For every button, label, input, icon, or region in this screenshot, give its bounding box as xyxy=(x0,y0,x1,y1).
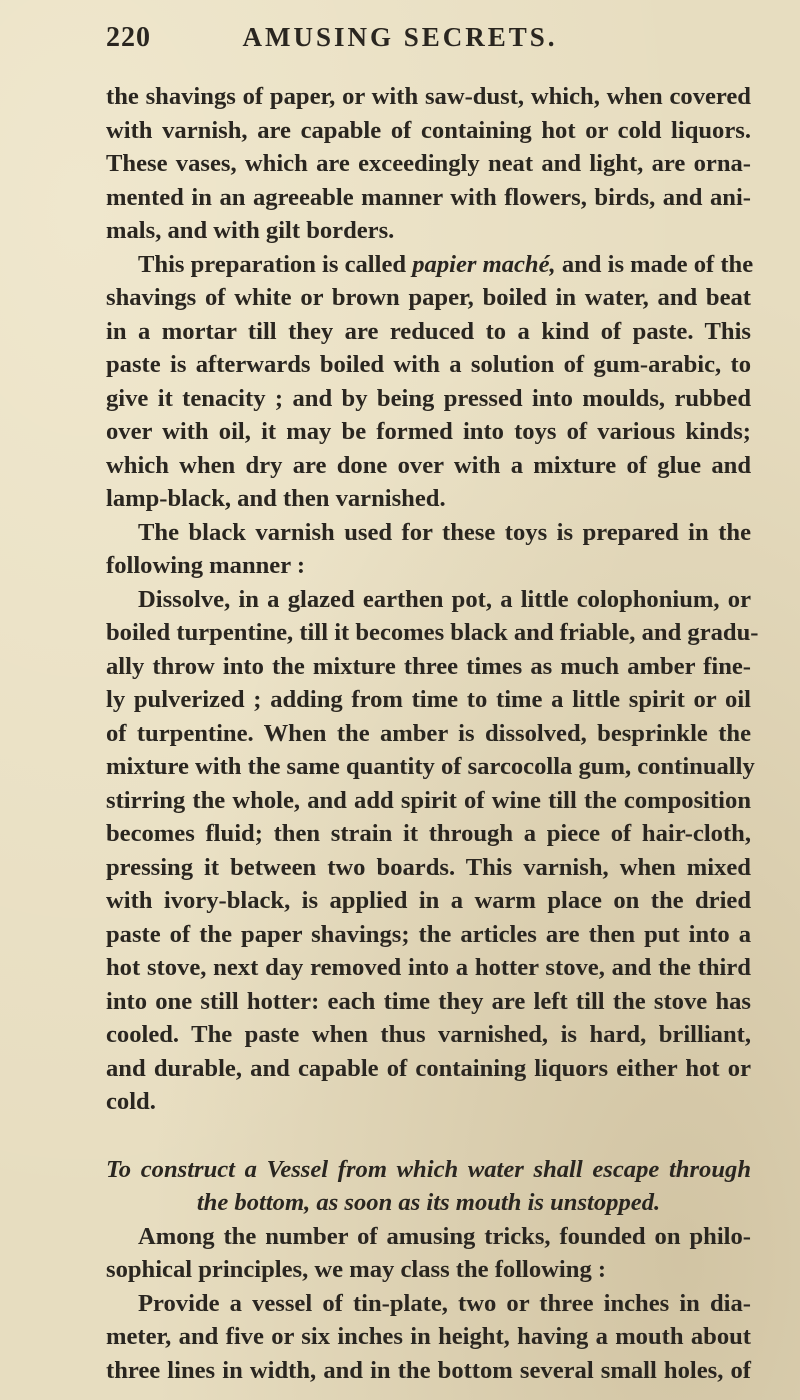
text-line: with ivory-black, is applied in a warm place on the dried xyxy=(106,887,751,914)
text-line: cooled. The paste when thus varnished, is hard, brilliant, xyxy=(106,1021,751,1048)
section-gap xyxy=(106,1119,751,1153)
page-number: 220 xyxy=(106,22,151,53)
running-head: AMUSING SECRETS. xyxy=(242,22,558,52)
text-line: The black varnish used for these toys is prepared in the xyxy=(138,518,751,546)
text-fragment: and is made of the xyxy=(561,250,754,278)
text-line: cold. xyxy=(106,1088,156,1115)
text-line: Provide a vessel of tin-plate, two or three inches in dia- xyxy=(138,1289,751,1317)
text-line: ally throw into the mixture three times as much amber fine- xyxy=(106,652,751,680)
section-heading: To construct a Vessel from which water shall escape through xyxy=(106,1155,751,1183)
text-line: with varnish, are capable of containing hot or cold liquors. xyxy=(106,116,751,144)
text-line: paste of the paper shavings; the articles are then put into a xyxy=(106,920,751,948)
text-line: stirring the whole, and add spirit of wine till the composition xyxy=(106,786,751,814)
text-line: pressing it between two boards. This varnish, when mixed xyxy=(106,853,751,881)
text-line: hot stove, next day removed into a hotter stove, and the third xyxy=(106,954,751,981)
text-line: boiled turpentine, till it becomes black and friable, and gradu- xyxy=(106,619,759,646)
text-line: over with oil, it may be formed into toys of various kinds; xyxy=(106,418,751,445)
text-line: the shavings of paper, or with saw-dust, which, when covered xyxy=(106,83,751,110)
text-line xyxy=(106,248,754,282)
text-line: shavings of white or brown paper, boiled in water, and beat xyxy=(106,284,751,311)
section-heading: the bottom, as soon as its mouth is unstopped. xyxy=(196,1189,661,1216)
text-fragment: This preparation is called xyxy=(138,250,407,278)
text-line: three lines in width, and in the bottom several small holes, of xyxy=(106,1356,751,1384)
text-line: Dissolve, in a glazed earthen pot, a little colophonium, or xyxy=(138,585,751,613)
text-line: and durable, and capable of containing liquors either hot or xyxy=(106,1054,751,1082)
text-line: in a mortar till they are reduced to a kind of paste. This xyxy=(106,317,751,345)
page-header xyxy=(0,22,800,58)
text-line: lamp-black, and then varnished. xyxy=(106,485,446,512)
text-line: mented in an agreeable manner with flowers, birds, and ani- xyxy=(106,183,751,211)
italic-term: papier maché, xyxy=(412,250,556,278)
text-line: becomes fluid; then strain it through a piece of hair-cloth, xyxy=(106,820,751,847)
body-text xyxy=(106,80,759,1387)
text-line: Among the number of amusing tricks, founded on philo- xyxy=(138,1222,751,1250)
text-line: give it tenacity ; and by being pressed into moulds, rubbed xyxy=(106,384,751,412)
text-line: following manner : xyxy=(106,552,306,579)
text-line: which when dry are done over with a mixture of glue and xyxy=(106,451,751,479)
text-line: paste is afterwards boiled with a solution of gum-arabic, to xyxy=(106,351,751,378)
text-line: into one still hotter: each time they are left till the stove has xyxy=(106,987,751,1015)
text-line: of turpentine. When the amber is dissolved, besprinkle the xyxy=(106,719,751,747)
text-line: meter, and five or six inches in height, having a mouth about xyxy=(106,1323,751,1350)
text-line: sophical principles, we may class the following : xyxy=(106,1256,607,1283)
text-line: mixture with the same quantity of sarcocolla gum, continually xyxy=(106,753,755,780)
text-line: mals, and with gilt borders. xyxy=(106,217,395,244)
text-line: These vases, which are exceedingly neat and light, are orna- xyxy=(106,150,751,177)
text-line: ly pulverized ; adding from time to time a little spirit or oil xyxy=(106,686,751,713)
